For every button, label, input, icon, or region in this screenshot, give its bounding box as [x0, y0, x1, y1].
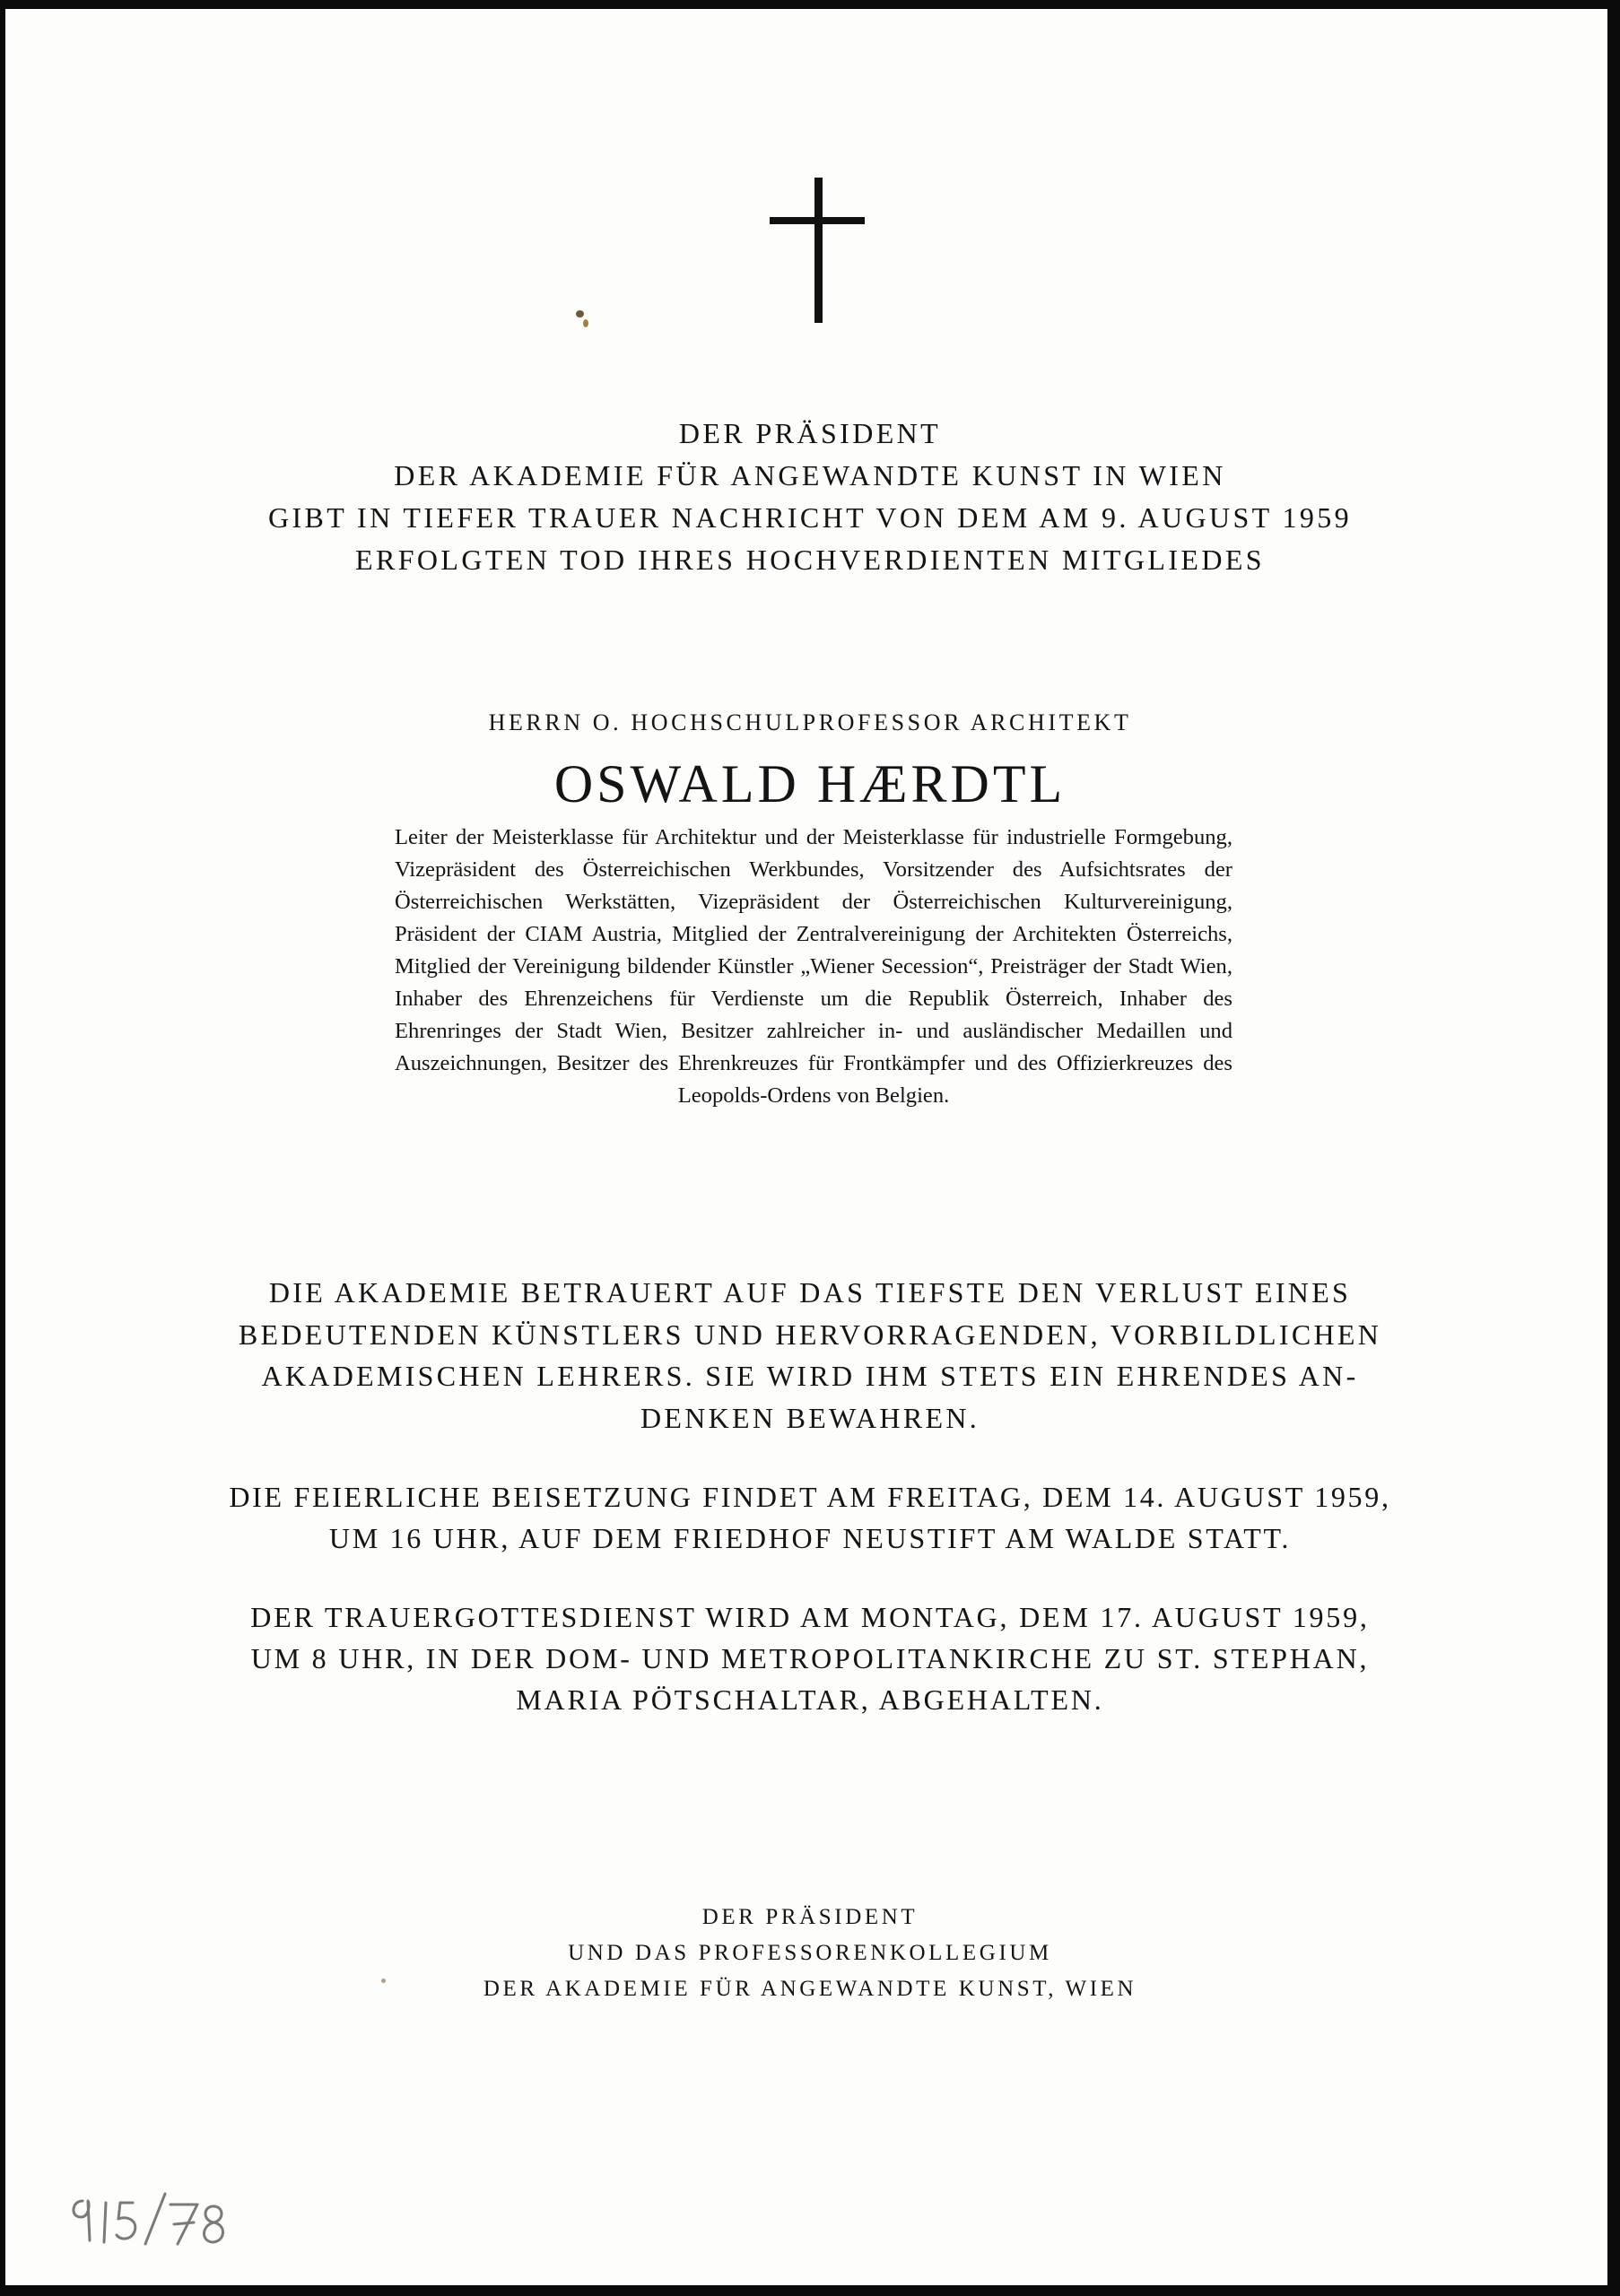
- signature-line: DER PRÄSIDENT: [701, 1905, 919, 1929]
- deceased-biography: Leiter der Meisterklasse für Architektur und der Meisterklasse für industrielle Formgebung, Vizepräsident des Österreichischen Werkbundes, Vorsitzender des Aufsichtsrates der Österreichischen Werkstätten, Vizepräsident der Österreichischen Kulturvereinigung, Präsident der CIAM Austria, Mitglied der Zentralvereinigung der Architekten Österreichs, Mitglied der Vereinigung bildender Künstler „Wiener Secession“, Preisträger der Stadt Wien, Inhaber des Ehrenzeichens für Verdienste um die Republik Österreich, Inhaber des Ehrenringes der Stadt Wien, Besitzer zahlreicher in- und ausländischer Medaillen und Auszeichnungen, Besitzer des Ehrenkreuzes für Frontkämpfer und des Offizierkreuzes des Leopolds-Ordens von Belgien.: [395, 825, 1232, 1108]
- cross-icon: [770, 178, 865, 323]
- funeral-line: DIE FEIERLICHE BEISETZUNG FINDET AM FREITAG, DEM 14. AUGUST 1959,: [229, 1481, 1391, 1513]
- mourning-line: BEDEUTENDEN KÜNSTLERS UND HERVORRAGENDEN, VORBILDLICHEN: [238, 1318, 1382, 1351]
- mass-line: UM 8 UHR, IN DER DOM- UND METROPOLITANKIRCHE ZU ST. STEPHAN,: [250, 1642, 1370, 1674]
- ink-speck: [583, 319, 588, 327]
- ink-speck: [576, 310, 584, 317]
- signature-line: UND DAS PROFESSORENKOLLEGIUM: [568, 1941, 1052, 1965]
- mourning-line: AKADEMISCHEN LEHRERS. SIE WIRD IHM STETS EIN EHRENDES AN-: [261, 1360, 1359, 1392]
- signature-line: DER AKADEMIE FÜR ANGEWANDTE KUNST, WIEN: [483, 1977, 1137, 2001]
- funeral-line: UM 16 UHR, AUF DEM FRIEDHOF NEUSTIFT AM WALDE STATT.: [328, 1522, 1292, 1554]
- mourning-line: DENKEN BEWAHREN.: [640, 1401, 980, 1434]
- mourning-line: DIE AKADEMIE BETRAUERT AUF DAS TIEFSTE DEN VERLUST EINES: [268, 1276, 1352, 1309]
- deceased-name: OSWALD HÆRDTL: [553, 754, 1067, 813]
- announcement-line: DER AKADEMIE FÜR ANGEWANDTE KUNST IN WIEN: [394, 459, 1226, 491]
- announcement-line: GIBT IN TIEFER TRAUER NACHRICHT VON DEM AM 9. AUGUST 1959: [267, 501, 1353, 534]
- deceased-title: HERRN O. HOCHSCHULPROFESSOR ARCHITEKT: [488, 709, 1132, 735]
- mass-line: DER TRAUERGOTTESDIENST WIRD AM MONTAG, DEM 17. AUGUST 1959,: [250, 1601, 1370, 1633]
- announcement-line: DER PRÄSIDENT: [678, 417, 942, 449]
- funeral-notice: [0, 1476, 1620, 1559]
- announcement: [0, 413, 1620, 581]
- mourning-statement: [0, 1272, 1620, 1439]
- archive-pencil-note: [63, 2174, 260, 2255]
- signature-block: [0, 1900, 1620, 2007]
- announcement-line: ERFOLGTEN TOD IHRES HOCHVERDIENTEN MITGLIEDES: [355, 544, 1265, 576]
- mass-line: MARIA PÖTSCHALTAR, ABGEHALTEN.: [516, 1683, 1104, 1716]
- memorial-mass-notice: [0, 1596, 1620, 1720]
